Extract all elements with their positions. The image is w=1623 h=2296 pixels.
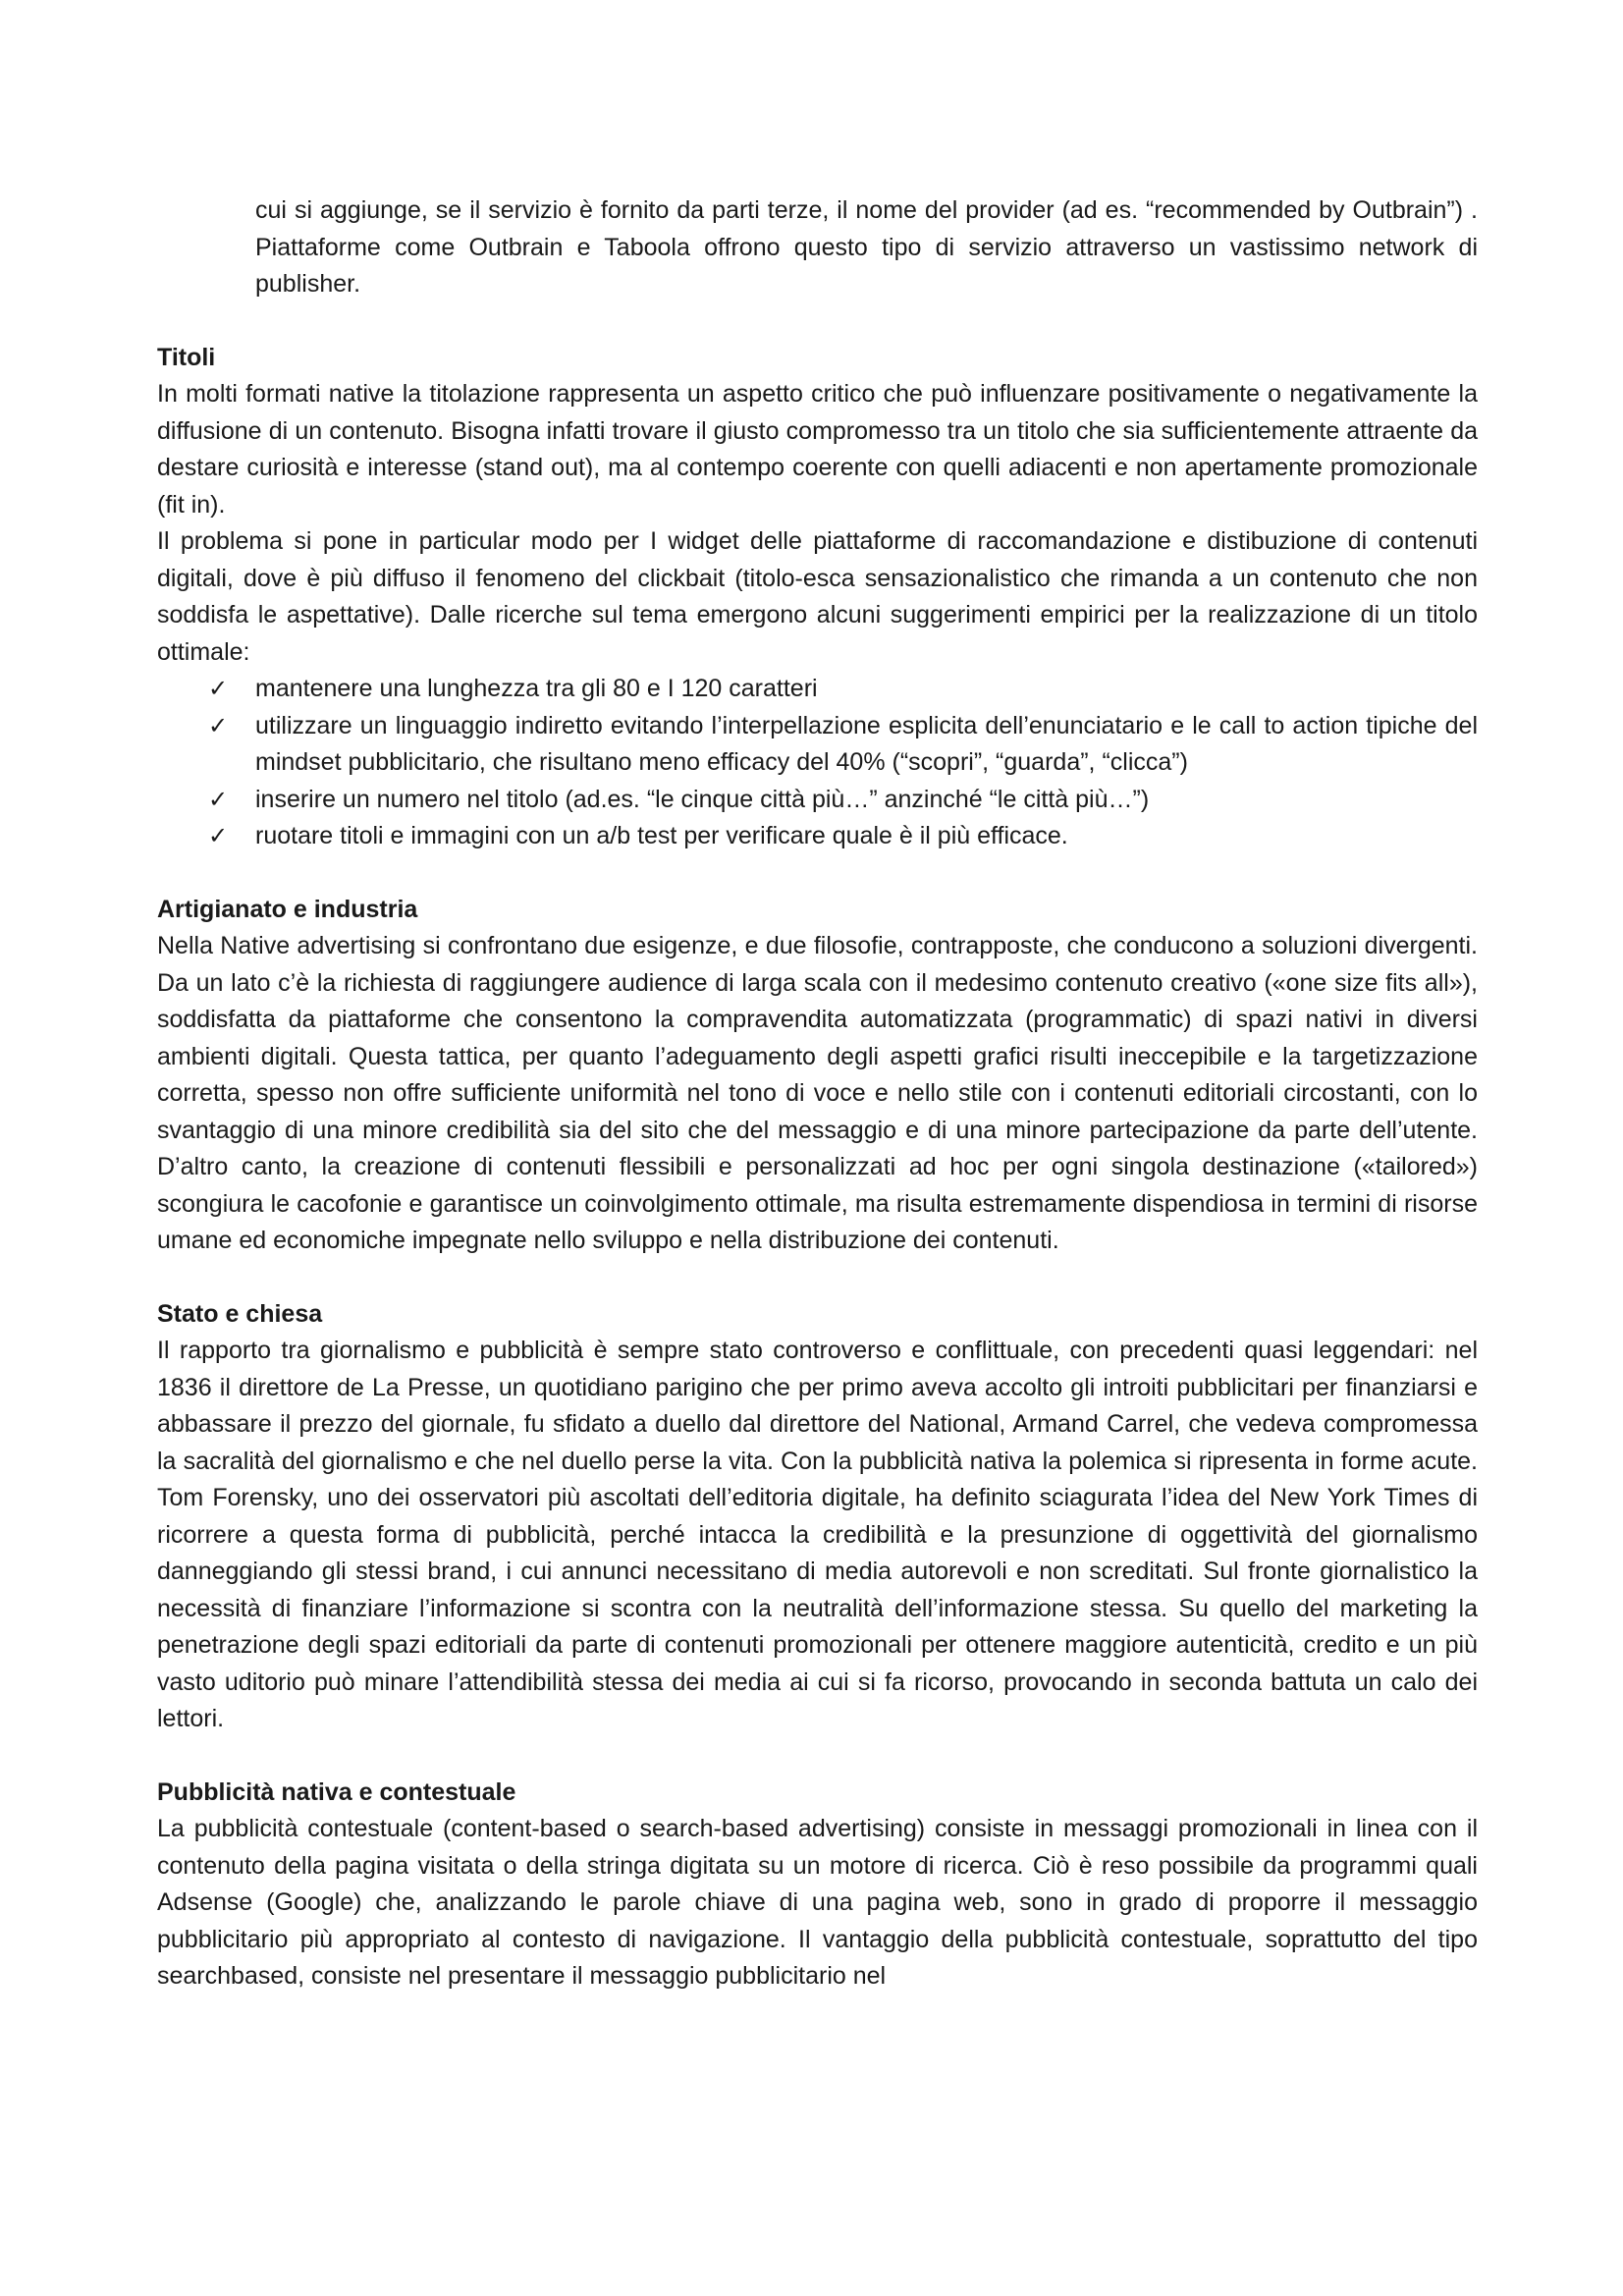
- intro-paragraph: cui si aggiunge, se il servizio è fornito da parti terze, il nome del provider (ad es. “recommended by Outbrain”) . Piattaforme come Outbrain e Taboola offrono questo tipo di servizio attraverso un vastissimo network di publisher.: [255, 196, 1478, 298]
- checklist-item-text: mantenere una lunghezza tra gli 80 e I 120 caratteri: [255, 675, 818, 702]
- section-titoli: [157, 340, 1478, 855]
- checklist-item: [208, 782, 1478, 819]
- section-heading: Pubblicità nativa e contestuale: [157, 1777, 516, 1806]
- checklist-item-text: ruotare titoli e immagini con un a/b test per verificare quale è il più efficace.: [255, 822, 1068, 849]
- checkmark-icon: ✓: [208, 711, 229, 739]
- paragraph: In molti formati native la titolazione rappresenta un aspetto critico che può influenzare positivamente o negativamente la diffusione di un contenuto. Bisogna infatti trovare il giusto compromesso tra un titolo che sia sufficientemente attraente da destare curiosità e interesse (stand out), ma al contempo coerente con quelli adiacenti e non apertamente promozionale (fit in).: [157, 380, 1478, 519]
- section-heading: Titoli: [157, 343, 216, 371]
- checkmark-icon: ✓: [208, 822, 229, 849]
- checklist-item: [208, 818, 1478, 855]
- checklist-item-text: utilizzare un linguaggio indiretto evitando l’interpellazione esplicita dell’enunciatario e le call to action tipiche del mindset pubblicitario, che risultano meno efficacy del 40% (“scopri”, “guarda”, “clicca”): [255, 711, 1478, 776]
- paragraph: La pubblicità contestuale (content-based o search-based advertising) consiste in messaggi promozionali in linea con il contenuto della pagina visitata o della stringa digitata su un motore di ricerca. Ciò è reso possibile da programmi quali Adsense (Google) che, analizzando le parole chiave di una pagina web, sono in grado di proporre il messaggio pubblicitario più appropriato al contesto di navigazione. Il vantaggio della pubblicità contestuale, soprattutto del tipo searchbased, consiste nel presentare il messaggio pubblicitario nel: [157, 1815, 1478, 1990]
- paragraph: Il problema si pone in particular modo per I widget delle piattaforme di raccomandazione e distibuzione di contenuti digitali, dove è più diffuso il fenomeno del clickbait (titolo-esca sensazionalistico che rimanda a un contenuto che non soddisfa le aspettative). Dalle ricerche sul tema emergono alcuni suggerimenti empirici per la realizzazione di un titolo ottimale:: [157, 527, 1478, 666]
- checkmark-icon: ✓: [208, 785, 229, 813]
- paragraph: Nella Native advertising si confrontano due esigenze, e due filosofie, contrapposte, che conducono a soluzioni divergenti. Da un lato c’è la richiesta di raggiungere audience di larga scala con il medesimo contenuto creativo («one size fits all»), soddisfatta da piattaforme che consentono la compravendita automatizzata (programmatic) di spazi nativi in diversi ambienti digitali. Questa tattica, per quanto l’adeguamento degli aspetti grafici risulti ineccepibile e la targetizzazione corretta, spesso non offre sufficiente uniformità nel tono di voce e nello stile con i contenuti editoriali circostanti, con lo svantaggio di una minore credibilità sia del sito che del messaggio e di una minore partecipazione da parte dell’utente. D’altro canto, la creazione di contenuti flessibili e personalizzati ad hoc per ogni singola destinazione («tailored») scongiura le cacofonie e garantisce un coinvolgimento ottimale, ma risulta estremamente dispendiosa in termini di risorse umane ed economiche impegnate nello sviluppo e nella distribuzione dei contenuti.: [157, 932, 1478, 1254]
- section-heading: Artigianato e industria: [157, 895, 418, 923]
- paragraph: Il rapporto tra giornalismo e pubblicità è sempre stato controverso e conflittuale, con precedenti quasi leggendari: nel 1836 il direttore de La Presse, un quotidiano parigino che per primo aveva accolto gli introiti pubblicitari per finanziarsi e abbassare il prezzo del giornale, fu sfidato a duello dal direttore del National, Armand Carrel, che vedeva compromessa la sacralità del giornalismo e che nel duello perse la vita. Con la pubblicità nativa la polemica si ripresenta in forme acute. Tom Forensky, uno dei osservatori più ascoltati dell’editoria digitale, ha definito sciagurata l’idea del New York Times di ricorrere a questa forma di pubblicità, perché intacca la credibilità e la presunzione di oggettività del giornalismo danneggiando gli stessi brand, i cui annunci necessitano di media autorevoli e non screditati. Sul fronte giornalistico la necessità di finanziare l’informazione si scontra con la neutralità dell’informazione stessa. Su quello del marketing la penetrazione degli spazi editoriali da parte di contenuti promozionali per ottenere maggiore autenticità, credito e un più vasto uditorio può minare l’attendibilità stessa dei media ai cui si fa ricorso, provocando in seconda battuta un calo dei lettori.: [157, 1337, 1478, 1732]
- section-artigianato-e-industria: [157, 892, 1478, 1260]
- checklist: [157, 671, 1478, 855]
- section-heading: Stato e chiesa: [157, 1299, 323, 1328]
- checkmark-icon: ✓: [208, 675, 229, 702]
- checklist-item: [208, 671, 1478, 708]
- text-column: [157, 192, 1478, 1995]
- checklist-item: [208, 708, 1478, 782]
- section-pubblicita-nativa-e-contestuale: [157, 1775, 1478, 1995]
- section-stato-e-chiesa: [157, 1296, 1478, 1738]
- checklist-item-text: inserire un numero nel titolo (ad.es. “le cinque città più…” anzinché “le città più…”): [255, 785, 1150, 813]
